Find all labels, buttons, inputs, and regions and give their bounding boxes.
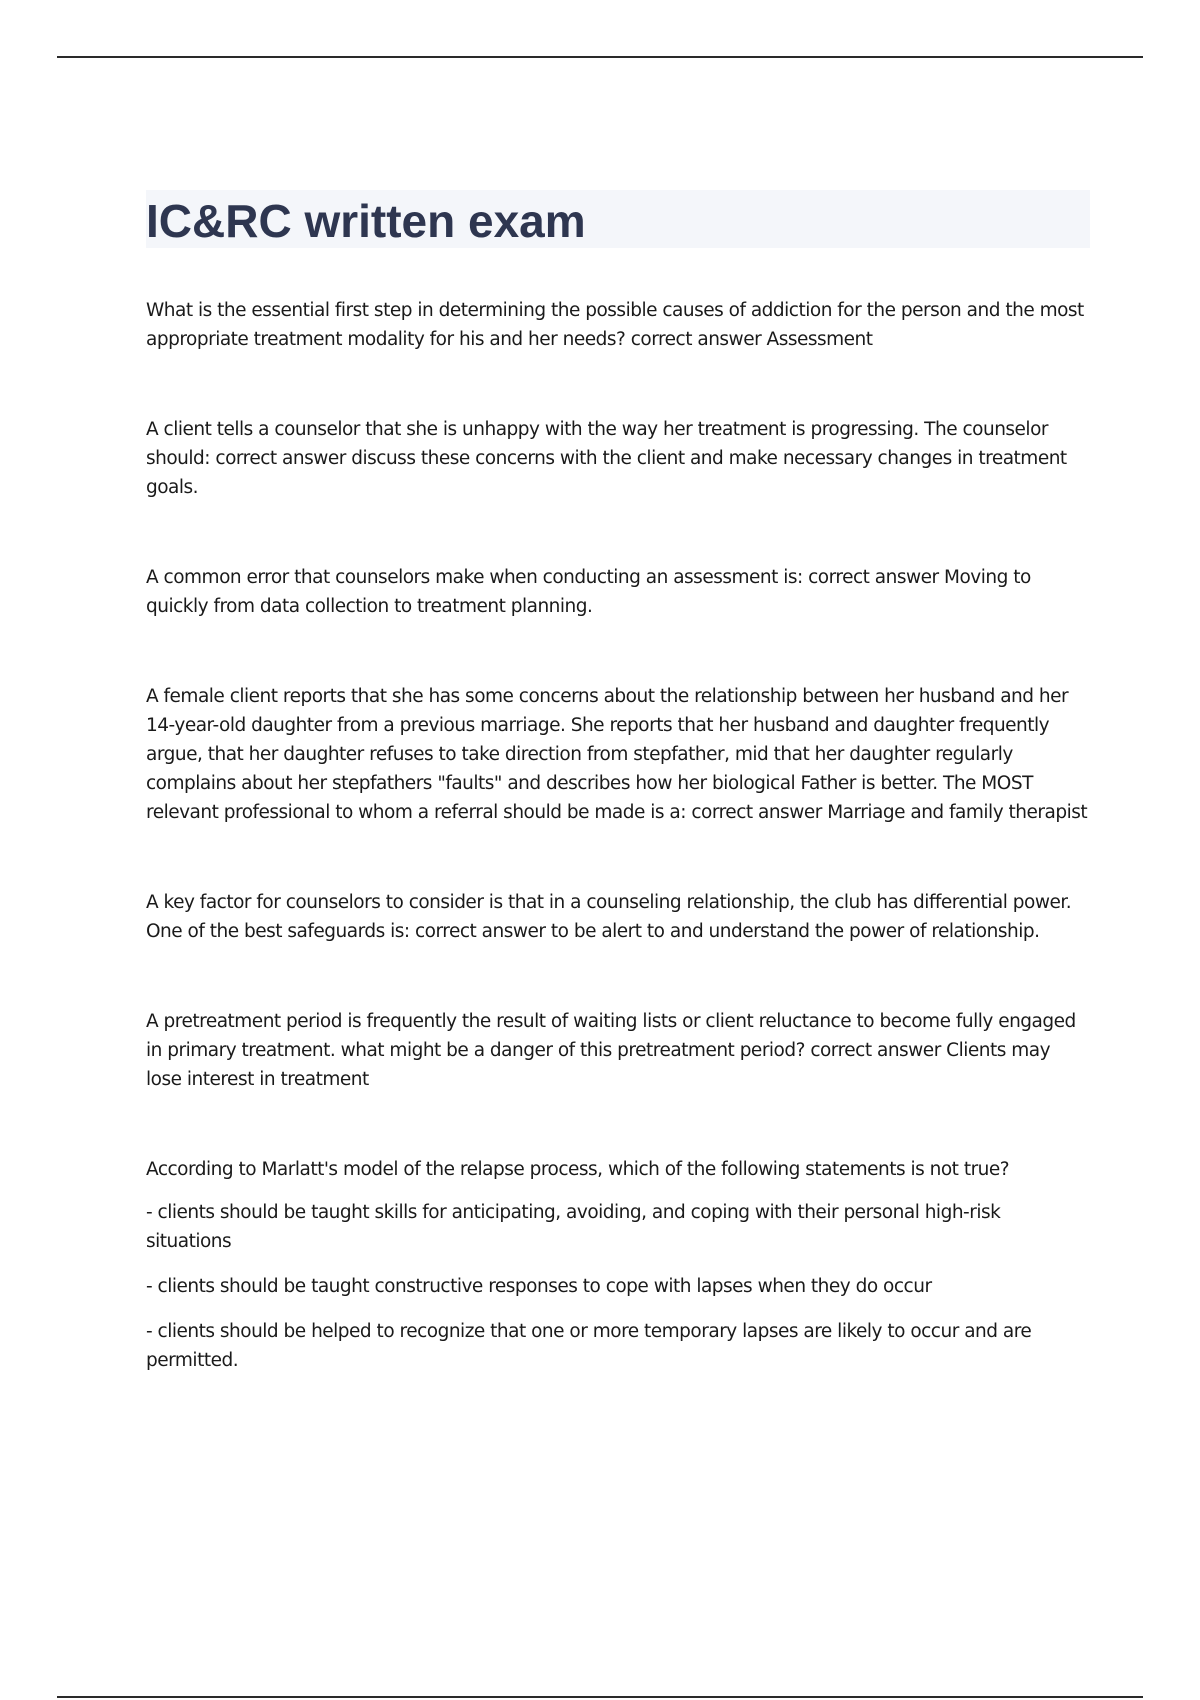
qa-item-5: A key factor for counselors to consider is that in a counseling relationship, the club has differential power. One of the best safeguards is: correct answer to be alert to and understand the power of relationship. [146,892,1072,942]
qa-option-3: - clients should be helped to recognize that one or more temporary lapses are likely to occur and are permitted. [146,1321,1032,1371]
qa-option-2: - clients should be taught constructive responses to cope with lapses when they do occur [146,1276,932,1297]
qa-item-2: A client tells a counselor that she is unhappy with the way her treatment is progressing. The counselor should: correct answer discuss these concerns with the client and make necessary changes in treatment goals. [146,419,1067,498]
top-rule [57,56,1143,58]
document-title: IC&RC written exam [146,195,586,247]
qa-option-1: - clients should be taught skills for anticipating, avoiding, and coping with their personal high-risk situations [146,1202,1001,1252]
bottom-rule [57,1696,1143,1698]
document-body [146,190,1090,1391]
qa-item-3: A common error that counselors make when conducting an assessment is: correct answer Moving to quickly from data collection to treatment planning. [146,567,1031,617]
qa-item-6: A pretreatment period is frequently the result of waiting lists or client reluctance to become fully engaged in primary treatment. what might be a danger of this pretreatment period? correct answer Clients may lose interest in treatment [146,1011,1076,1090]
qa-item-7-question: According to Marlatt's model of the relapse process, which of the following statements is not true? [146,1159,1010,1180]
qa-item-1: What is the essential first step in determining the possible causes of addiction for the person and the most appropriate treatment modality for his and her needs? correct answer Assessment [146,300,1084,350]
qa-item-4: A female client reports that she has some concerns about the relationship between her husband and her 14-year-old daughter from a previous marriage. She reports that her husband and daughter frequently argue, that her daughter refuses to take direction from stepfather, mid that her daughter regularly complains about her stepfathers "faults" and describes how her biological Father is better. The MOST relevant professional to whom a referral should be made is a: correct answer Marriage and family therapist [146,686,1088,823]
title-bar [146,190,1090,248]
